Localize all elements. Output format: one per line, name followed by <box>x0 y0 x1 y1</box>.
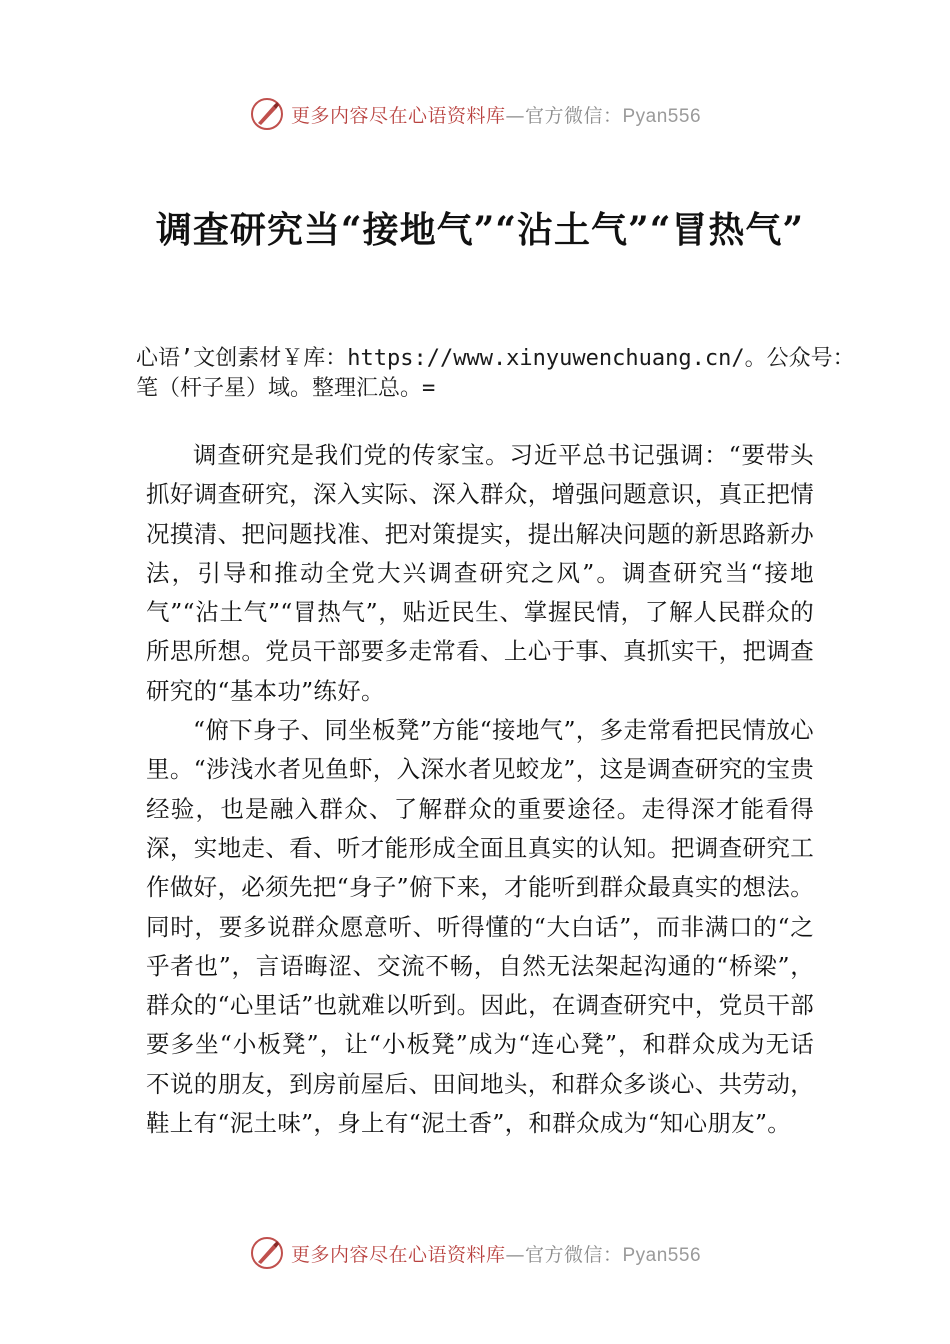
header-banner <box>0 92 950 136</box>
pen-logo-icon <box>249 96 285 132</box>
article-body <box>146 436 814 1143</box>
banner-text <box>291 1240 701 1267</box>
banner-dash: — <box>505 1243 525 1266</box>
banner-label: 官方微信： <box>524 1243 623 1266</box>
source-line: 心语’文创素材￥库：https://www.xinyuwenchuang.cn/。公众号：笔（杆子星）域。整理汇总。= <box>136 346 855 401</box>
banner-wechat-id: Pyan556 <box>622 1244 702 1266</box>
paragraph: 调查研究是我们党的传家宝。习近平总书记强调：“要带头抓好调查研究，深入实际、深入群众，增强问题意识，真正把情况摸清、把问题找准、把对策提实，提出解决问题的新思路新办法，引导和推动全党大兴调查研究之风”。调查研究当“接地气”“沾土气”“冒热气”，贴近民生、掌握民情，了解人民群众的所思所想。党员干部要多走常看、上心于事、真抓实干，把调查研究的“基本功”练好。 <box>146 441 814 705</box>
page-title: 调查研究当“接地气”“沾土气”“冒热气” <box>155 209 805 251</box>
paragraph: “俯下身子、同坐板凳”方能“接地气”，多走常看把民情放心里。“涉浅水者见鱼虾，入深水者见蛟龙”，这是调查研究的宝贵经验，也是融入群众、了解群众的重要途径。走得深才能看得深，实地走、看、听才能形成全面且真实的认知。把调查研究工作做好，必须先把“身子”俯下来，才能听到群众最真实的想法。同时，要多说群众愿意听、听得懂的“大白话”，而非满口的“之乎者也”，言语晦涩、交流不畅，自然无法架起沟通的“桥梁”，群众的“心里话”也就难以听到。因此，在调查研究中，党员干部要多坐“小板凳”，让“小板凳”成为“连心凳”，和群众成为无话不说的朋友，到房前屋后、田间地头，和群众多谈心、共劳动，鞋上有“泥土味”，身上有“泥土香”，和群众成为“知心朋友”。 <box>146 716 814 1138</box>
banner-wechat-id: Pyan556 <box>622 105 702 127</box>
pen-logo-icon <box>249 1235 285 1271</box>
banner-text <box>291 101 701 128</box>
banner-label: 官方微信： <box>524 104 623 127</box>
banner-lead: 更多内容尽在心语资料库 <box>290 104 506 127</box>
banner-lead: 更多内容尽在心语资料库 <box>290 1243 506 1266</box>
footer-banner <box>0 1231 950 1275</box>
banner-dash: — <box>505 104 525 127</box>
